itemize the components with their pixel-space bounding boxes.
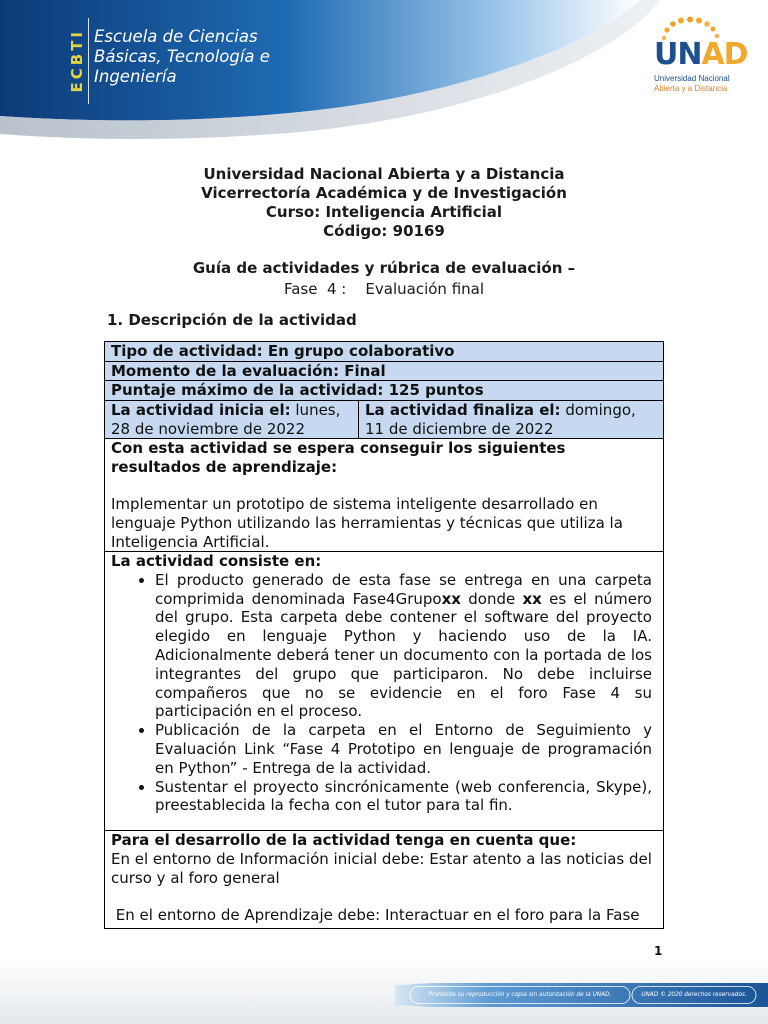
section-heading: 1. Descripción de la actividad	[107, 311, 357, 329]
logo-caption-line: Universidad Nacional	[654, 74, 730, 83]
logo-wordmark-un: UN	[654, 37, 702, 72]
considerations-initial-info: En el entorno de Información inicial debe: Estar atento a las noticias del curso y al foro general	[111, 849, 652, 887]
considerations-row	[105, 831, 663, 928]
school-name-line: Básicas, Tecnología e	[94, 47, 270, 66]
dates-row	[105, 401, 663, 439]
bullet-text: Sustentar el proyecto sincrónicamente (web conferencia, Skype), preestablecida la fecha con el tutor para tal fin.	[155, 777, 652, 815]
school-tag-label: ECBTI	[68, 29, 86, 93]
considerations-heading: Para el desarrollo de la actividad tenga en cuenta que:	[111, 831, 577, 849]
start-date-label: La actividad inicia el:	[111, 401, 291, 419]
end-date-label: La actividad finaliza el:	[365, 401, 561, 419]
activity-type-row: Tipo de actividad: En grupo colaborativo	[105, 342, 663, 362]
guide-title-block	[0, 258, 768, 299]
max-score-row: Puntaje máximo de la actividad: 125 puntos	[105, 381, 663, 401]
bullet-text: Publicación de la carpeta en el Entorno de Seguimiento y Evaluación Link “Fase 4 Prototipo en lenguaje de programación en Python” - Entrega de la actividad.	[155, 721, 652, 777]
bullet-text-bold: xx	[441, 589, 461, 608]
learning-outcomes-row	[105, 439, 663, 552]
list-item	[155, 571, 658, 721]
learning-outcomes-text: Implementar un prototipo de sistema inteligente desarrollado en lenguaje Python utilizando las herramientas y técnicas que utiliza la Inteligencia Artificial.	[111, 495, 623, 551]
vicerrectoria-name: Vicerrectoría Académica y de Investigación	[201, 184, 567, 202]
phase-title: Fase 4 : Evaluación final	[283, 279, 485, 298]
bullet-text: es el número del grupo. Esta carpeta debe contener el software del proyecto elegido en lenguaje Python y haciendo uso de la IA. Adicionalmente deberá tener un documento con la portada de los integrantes del grupo que participaron. No debe incluirse compañeros que no se evidencie en el foro Fase 4 su participación en el proceso.	[155, 589, 652, 721]
activity-table	[104, 341, 664, 929]
logo-wordmark	[654, 38, 748, 72]
end-date-value: domingo, 11 de diciembre de 2022	[365, 401, 636, 438]
evaluation-moment-row: Momento de la evaluación: Final	[105, 362, 663, 381]
school-name	[94, 27, 270, 87]
start-date-cell	[105, 401, 359, 438]
start-date-value: lunes, 28 de noviembre de 2022	[111, 401, 341, 438]
activity-bullet-list	[111, 571, 658, 815]
activity-description-row	[105, 552, 663, 831]
unad-logo	[652, 14, 756, 96]
learning-outcomes-heading: Con esta actividad se espera conseguir los siguientes resultados de aprendizaje:	[111, 439, 566, 476]
page-number: 1	[654, 944, 663, 958]
document-title-block	[0, 165, 768, 241]
end-date-cell	[359, 401, 663, 438]
considerations-learning: En el entorno de Aprendizaje debe: Interactuar en el foro para la Fase	[111, 906, 640, 925]
school-tag	[66, 18, 89, 104]
bullet-text-bold: xx	[522, 589, 542, 608]
footer-notice: Prohibida su reproducción y copia sin autorización de la UNAD.	[428, 992, 612, 998]
course-name: Curso: Inteligencia Artificial	[265, 203, 503, 221]
logo-wordmark-ad: AD	[701, 37, 748, 72]
school-name-line: Ingeniería	[94, 67, 177, 86]
footer-copyright: UNAD © 2020 derechos reservados.	[641, 992, 747, 998]
course-code: Código: 90169	[323, 222, 445, 240]
bullet-text: donde	[460, 589, 523, 608]
logo-caption-line: Abierta y a Distancia	[654, 83, 728, 93]
blank-line	[111, 887, 658, 906]
university-name: Universidad Nacional Abierta y a Distancia	[203, 165, 565, 183]
bullet-text: El producto generado de esta fase se entrega en una carpeta comprimida denominada Fase4Grupo	[155, 570, 652, 608]
school-name-line: Escuela de Ciencias	[94, 27, 258, 46]
guide-title: Guía de actividades y rúbrica de evaluación –	[192, 259, 576, 277]
logo-caption	[654, 74, 730, 93]
list-item	[155, 778, 658, 816]
activity-description-heading: La actividad consiste en:	[111, 552, 322, 570]
list-item	[155, 721, 658, 777]
